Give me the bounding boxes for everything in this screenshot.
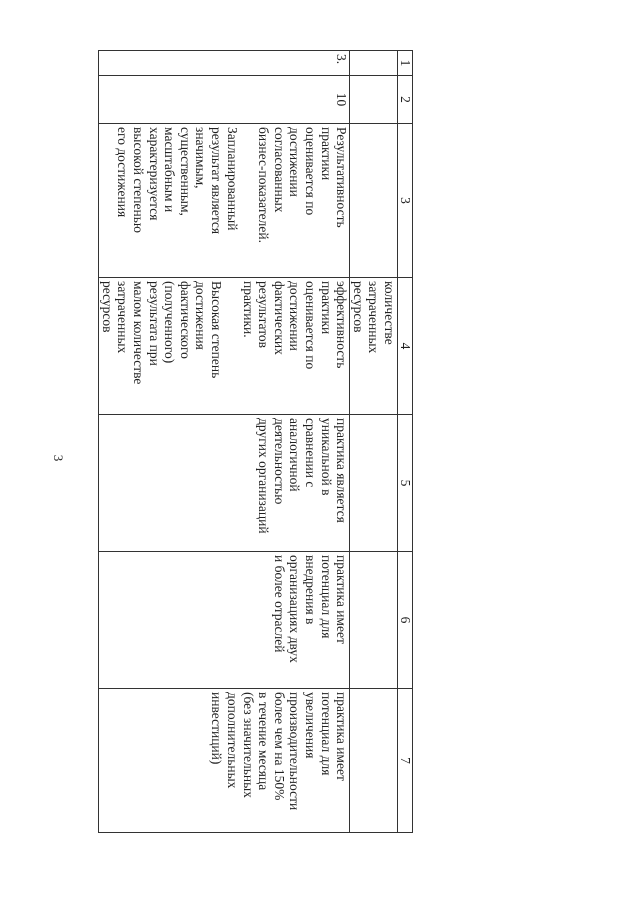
page-number: 3 xyxy=(51,454,66,462)
score-cell: 10 xyxy=(99,76,350,124)
implementation-cell: практика имеет потенциал для внедрения в организациях двух и более отраслей xyxy=(99,552,350,689)
table-row xyxy=(99,51,350,833)
continuation-cell-3 xyxy=(350,124,398,278)
column-number-3: 3 xyxy=(398,124,413,278)
column-number-2: 2 xyxy=(398,76,413,124)
column-number-7: 7 xyxy=(398,689,413,833)
column-number-4: 4 xyxy=(398,278,413,415)
effectiveness-cell xyxy=(99,124,350,278)
uniqueness-cell: практика является уникальной в сравнении с аналогичной деятельностью других организаций xyxy=(99,415,350,552)
column-number-6: 6 xyxy=(398,552,413,689)
column-number-5: 5 xyxy=(398,415,413,552)
continuation-cell-7 xyxy=(350,689,398,833)
continuation-cell-1 xyxy=(350,51,398,76)
productivity-cell: практика имеет потенциал для увеличения производительности более чем на 150% в течение месяца (без значительных дополнительных инвестиций) xyxy=(99,689,350,833)
table-container xyxy=(99,50,413,832)
achievement-degree-text: Высокая степень достижения фактического (полученного) результата при малом количестве затраченных ресурсов xyxy=(99,281,225,385)
row-number-cell: 3. xyxy=(99,51,350,76)
continuation-row xyxy=(350,51,398,833)
continuation-cell-5 xyxy=(350,415,398,552)
rotated-table-frame xyxy=(99,50,413,832)
continuation-cell-4: количестве затраченных ресурсов xyxy=(350,278,398,415)
efficiency-cell xyxy=(99,278,350,415)
continuation-cell-6 xyxy=(350,552,398,689)
efficiency-text: эффективность практики оценивается по достижении фактических результатов практики. xyxy=(240,281,350,370)
column-number-1: 1 xyxy=(398,51,413,76)
continuation-cell-2 xyxy=(350,76,398,124)
column-number-row xyxy=(398,51,413,833)
effectiveness-text: Результативность практики оценивается по достижении согласованных бизнес-показателей. xyxy=(256,127,350,243)
criteria-table xyxy=(98,50,413,833)
planned-result-text: Запланированный результат является значимым, существенным, масштабным и характеризуется высокой степенью его достижения xyxy=(115,127,240,235)
